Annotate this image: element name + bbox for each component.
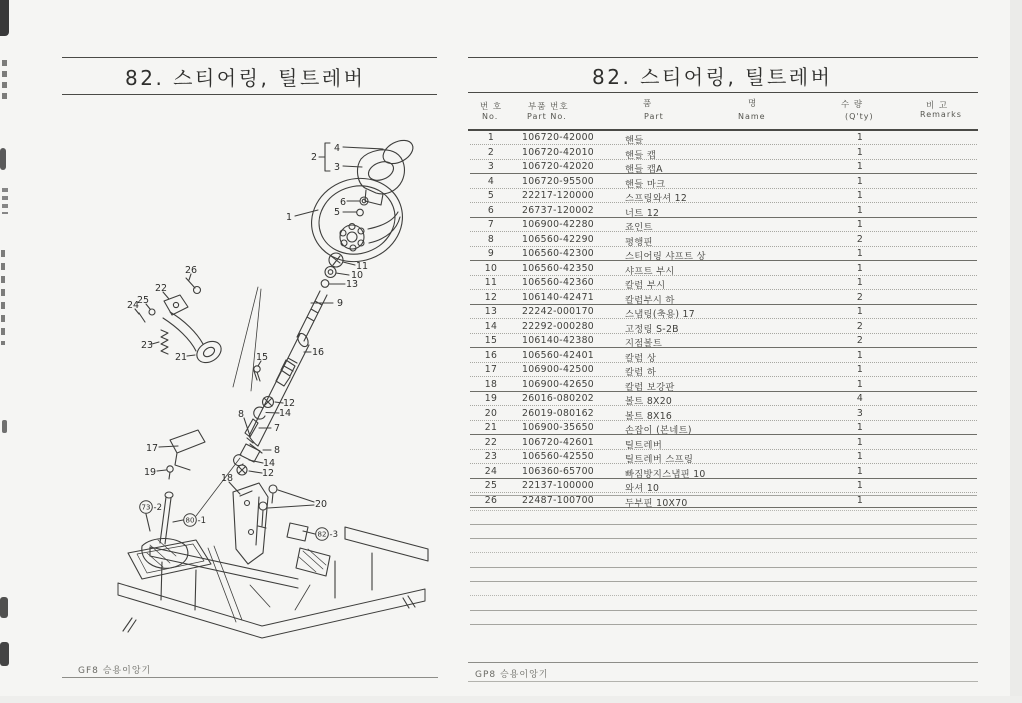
cell-no: 20 — [484, 407, 498, 419]
cell-part: 106140-42471 — [522, 291, 595, 303]
ruled-line — [470, 611, 977, 625]
left-title-rule-top — [62, 57, 437, 58]
cell-name: 너트 12 — [625, 207, 660, 219]
cell-name: 핸들 마크 — [625, 178, 666, 190]
callout-label: 3 — [333, 162, 341, 174]
cell-qty: 1 — [856, 422, 864, 433]
cell-no: 26 — [484, 494, 498, 506]
table-row — [470, 232, 977, 247]
header-qty-kr: 수 량 — [841, 100, 864, 110]
cell-name: 틸트레버 — [625, 439, 663, 451]
callout-label: 9 — [336, 298, 344, 310]
cell-name: 스냅링(축용) 17 — [625, 309, 695, 320]
cell-qty: 1 — [856, 306, 864, 317]
cell-no: 10 — [484, 262, 498, 274]
cell-part: 106560-42350 — [522, 262, 595, 274]
cell-no: 9 — [487, 248, 495, 259]
cell-name: 평행핀 — [625, 236, 653, 248]
cell-no: 24 — [484, 465, 498, 477]
callout-ref-label: 73 — [141, 503, 151, 512]
cell-qty: 1 — [856, 146, 864, 158]
cell-qty: 2 — [856, 291, 864, 303]
scan-artifact — [0, 597, 8, 618]
callout-label: 8 — [237, 409, 245, 421]
callout-label: 4 — [333, 143, 341, 155]
header-no-en: No. — [482, 112, 499, 121]
callout-labels — [127, 143, 368, 540]
cell-name: 칼럼부시 하 — [625, 294, 675, 306]
cell-no: 4 — [487, 175, 495, 187]
callout-label: 12 — [261, 468, 275, 480]
table-row — [470, 218, 977, 233]
cell-part: 106900-35650 — [522, 422, 595, 433]
right-page-title: 82. 스티어링, 틸트레버 — [592, 65, 833, 89]
table-row — [470, 174, 977, 189]
table-row — [470, 363, 977, 378]
header-no-kr: 번 호 — [480, 102, 503, 112]
scan-artifact — [2, 420, 7, 433]
cell-part: 106900-42280 — [522, 219, 595, 230]
left-footer-rule — [62, 677, 438, 678]
cell-part: 106560-42550 — [522, 451, 595, 462]
table-row — [470, 435, 977, 450]
cell-qty: 1 — [856, 349, 864, 361]
cell-name: 칼럼 상 — [625, 352, 657, 364]
cell-name: 샤프트 부시 — [625, 265, 675, 277]
cell-qty: 1 — [856, 132, 864, 143]
steering-tilt-lever-diagram — [60, 105, 460, 665]
cell-part: 22217-120000 — [522, 190, 595, 201]
cell-part: 106560-42300 — [522, 248, 595, 259]
callout-label: 15 — [255, 352, 269, 364]
cell-name: 빠짐방지스냅핀 10 — [625, 468, 706, 480]
header-remarks-en: Remarks — [920, 110, 962, 119]
cell-part: 106560-42360 — [522, 277, 595, 288]
header-part-en: Part No. — [527, 112, 567, 121]
cell-no: 12 — [484, 291, 498, 303]
cell-qty: 1 — [856, 248, 864, 259]
cell-name: 볼트 8X16 — [625, 410, 673, 422]
cell-no: 6 — [487, 204, 495, 216]
cell-qty: 4 — [856, 393, 864, 404]
cell-qty: 2 — [856, 320, 864, 332]
table-row — [470, 392, 977, 407]
table-row — [470, 290, 977, 305]
cell-qty: 1 — [856, 204, 864, 216]
cell-name: 틸트레버 스프링 — [625, 454, 694, 465]
table-row — [470, 203, 977, 218]
cell-name: 죠인트 — [625, 222, 653, 233]
callout-ref-suffix: -3 — [329, 530, 338, 540]
left-title-rule-bottom — [62, 94, 437, 95]
ruled-line — [470, 553, 977, 567]
cell-qty: 2 — [856, 335, 864, 346]
callout-label: 21 — [174, 352, 188, 364]
header-name-kr-a: 품 — [643, 99, 653, 109]
scan-edge-bottom — [0, 696, 1022, 703]
cell-name: 핸들 — [625, 135, 644, 146]
callout-label: 25 — [136, 295, 150, 307]
cell-part: 106900-42650 — [522, 378, 595, 390]
cell-name: 스프링와셔 12 — [625, 193, 688, 204]
empty-ruled-lines — [470, 482, 977, 625]
callout-label: 14 — [262, 458, 276, 470]
cell-part: 26737-120002 — [522, 204, 595, 216]
table-row — [470, 450, 977, 465]
right-title-rule-top — [468, 57, 978, 58]
table-row — [470, 247, 977, 262]
cell-name: 칼럼 부시 — [625, 280, 666, 291]
cell-part: 106720-42020 — [522, 161, 595, 172]
cell-no: 1 — [487, 132, 495, 143]
scan-artifact — [2, 188, 8, 214]
ruled-line — [470, 482, 977, 496]
callout-label: 20 — [314, 499, 328, 511]
cell-no: 25 — [484, 480, 498, 491]
scan-artifact — [2, 60, 7, 102]
scan-artifact — [0, 0, 9, 36]
callout-label: 6 — [339, 197, 347, 209]
callout-ref-suffix: -1 — [197, 516, 206, 526]
callout-label: 26 — [184, 265, 198, 277]
parts-table — [470, 131, 977, 508]
cell-part: 106720-42601 — [522, 436, 595, 448]
cell-part: 106720-95500 — [522, 175, 595, 187]
cell-no: 5 — [487, 190, 495, 201]
table-row — [470, 377, 977, 392]
callout-label: 8 — [273, 445, 281, 457]
right-title-rule-bottom — [468, 92, 978, 93]
table-row — [470, 131, 977, 146]
cell-name: 칼럼 하 — [625, 367, 657, 378]
cell-qty: 1 — [856, 451, 864, 462]
callout-label: 2 — [310, 152, 318, 164]
cell-name: 고정링 S-2B — [625, 323, 679, 335]
callout-label: 22 — [154, 283, 168, 295]
header-name-kr-b: 명 — [748, 99, 758, 109]
table-row — [470, 261, 977, 276]
cell-no: 18 — [484, 378, 498, 390]
cell-name: 핸들 캡A — [625, 164, 663, 175]
cell-no: 3 — [487, 161, 495, 172]
right-footer-rule-bottom — [468, 681, 978, 682]
cell-part: 106140-42380 — [522, 335, 595, 346]
cell-qty: 1 — [856, 378, 864, 390]
right-page-footer: GP8 승용이앙기 — [475, 670, 549, 680]
cell-name: 두부핀 10X70 — [625, 497, 688, 509]
cell-name: 볼트 8X20 — [625, 396, 673, 407]
cell-part: 106560-42290 — [522, 233, 595, 245]
cell-no: 15 — [484, 335, 498, 346]
callout-label: 5 — [333, 207, 341, 219]
ruled-line — [470, 596, 977, 610]
callout-label: 19 — [143, 467, 157, 479]
ruled-line — [470, 539, 977, 553]
cell-part: 106720-42010 — [522, 146, 595, 158]
cell-qty: 2 — [856, 233, 864, 245]
cell-no: 19 — [484, 393, 498, 404]
table-row — [470, 348, 977, 363]
cell-no: 8 — [487, 233, 495, 245]
callout-label: 14 — [278, 408, 292, 420]
callout-label: 12 — [282, 398, 296, 410]
cell-part: 26019-080162 — [522, 407, 595, 419]
cell-qty: 1 — [856, 494, 864, 506]
cell-part: 106900-42500 — [522, 364, 595, 375]
table-row — [470, 406, 977, 421]
ruled-line — [470, 582, 977, 596]
table-row — [470, 189, 977, 204]
cell-part: 26016-080202 — [522, 393, 595, 404]
cell-name: 손잡이 (본네트) — [625, 425, 692, 436]
cell-name: 스티어링 샤프트 상 — [625, 251, 706, 262]
callout-label: 17 — [145, 443, 159, 455]
left-page-footer: GF8 승용이앙기 — [78, 666, 152, 676]
table-row — [470, 319, 977, 334]
header-part-kr: 부품 번호 — [528, 102, 569, 112]
cell-no: 16 — [484, 349, 498, 361]
cell-part: 22242-000170 — [522, 306, 595, 317]
cell-part: 106720-42000 — [522, 132, 595, 143]
table-row — [470, 421, 977, 436]
callout-label: 7 — [273, 423, 281, 435]
callout-label: 13 — [345, 279, 359, 291]
callout-label: 1 — [285, 212, 293, 224]
callout-label: 10 — [350, 270, 364, 282]
cell-no: 13 — [484, 306, 498, 317]
cell-no: 22 — [484, 436, 498, 448]
callout-ref-label: 80 — [185, 516, 195, 525]
scan-edge-right — [1010, 0, 1022, 703]
cell-no: 17 — [484, 364, 498, 375]
header-qty-en: (Q'ty) — [845, 112, 874, 121]
cell-qty: 1 — [856, 219, 864, 230]
table-row — [470, 276, 977, 291]
callout-label: 18 — [220, 473, 234, 485]
diagram-linework — [118, 136, 428, 638]
cell-qty: 1 — [856, 175, 864, 187]
right-footer-rule-top — [468, 662, 978, 663]
callout-label: 16 — [311, 347, 325, 359]
cell-qty: 1 — [856, 465, 864, 477]
table-row — [470, 160, 977, 175]
callout-label: 24 — [126, 300, 140, 312]
ruled-line — [470, 525, 977, 539]
ruled-line — [470, 511, 977, 525]
callout-ref-label: 82 — [317, 530, 327, 539]
cell-no: 11 — [484, 277, 498, 288]
cell-qty: 3 — [856, 407, 864, 419]
header-name-en-b: Name — [738, 112, 766, 121]
header-remarks-kr: 비 고 — [926, 101, 949, 111]
ruled-line — [470, 496, 977, 510]
cell-qty: 1 — [856, 436, 864, 448]
cell-no: 2 — [487, 146, 495, 158]
cell-qty: 1 — [856, 190, 864, 201]
cell-qty: 1 — [856, 161, 864, 172]
cell-name: 핸들 캡 — [625, 149, 657, 161]
callout-label: 11 — [355, 261, 369, 273]
cell-part: 106360-65700 — [522, 465, 595, 477]
callout-label: 23 — [140, 340, 154, 352]
cell-qty: 1 — [856, 364, 864, 375]
cell-qty: 1 — [856, 262, 864, 274]
cell-no: 21 — [484, 422, 498, 433]
table-row — [470, 305, 977, 320]
scan-artifact — [1, 250, 5, 345]
callout-ref-suffix: -2 — [153, 503, 162, 513]
ruled-line — [470, 568, 977, 582]
cell-part: 106560-42401 — [522, 349, 595, 361]
cell-no: 14 — [484, 320, 498, 332]
cell-no: 23 — [484, 451, 498, 462]
scan-artifact — [0, 642, 9, 666]
left-page-title: 82. 스티어링, 틸트레버 — [125, 66, 366, 90]
cell-name: 칼럼 보강판 — [625, 381, 675, 393]
table-row — [470, 334, 977, 349]
table-row — [470, 464, 977, 479]
scan-artifact — [0, 148, 6, 170]
cell-qty: 1 — [856, 277, 864, 288]
cell-part: 22487-100700 — [522, 494, 595, 506]
cell-part: 22137-100000 — [522, 480, 595, 491]
cell-no: 7 — [487, 219, 495, 230]
cell-name: 지점볼트 — [625, 338, 663, 349]
cell-name: 와셔 10 — [625, 483, 660, 494]
table-row — [470, 145, 977, 160]
cell-part: 22292-000280 — [522, 320, 595, 332]
header-name-en-a: Part — [644, 112, 664, 121]
cell-qty: 1 — [856, 480, 864, 491]
